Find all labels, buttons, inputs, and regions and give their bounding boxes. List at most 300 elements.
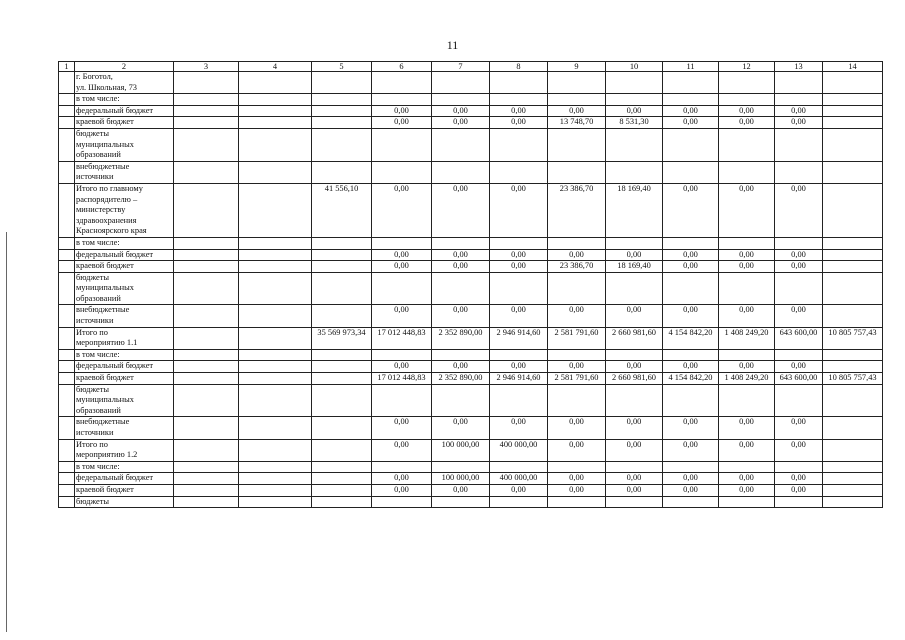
- row-index-cell: [59, 349, 75, 361]
- column-number: 3: [174, 62, 239, 72]
- value-cell: 0,00: [432, 117, 490, 129]
- value-cell: 0,00: [490, 361, 548, 373]
- value-cell: [775, 237, 823, 249]
- table-row: [59, 237, 883, 249]
- value-cell: [312, 237, 372, 249]
- value-cell: [312, 361, 372, 373]
- value-cell: [490, 461, 548, 473]
- value-cell: 100 000,00: [432, 439, 490, 461]
- value-cell: [312, 128, 372, 161]
- value-cell: 0,00: [432, 484, 490, 496]
- value-cell: 0,00: [719, 261, 775, 273]
- value-cell: [548, 496, 606, 508]
- value-cell: 0,00: [606, 417, 663, 439]
- value-cell: 17 012 448,83: [372, 327, 432, 349]
- value-cell: 10 805 757,43: [823, 327, 883, 349]
- value-cell: [663, 272, 719, 305]
- value-cell: [239, 305, 312, 327]
- value-cell: 0,00: [719, 305, 775, 327]
- value-cell: [239, 72, 312, 94]
- value-cell: 0,00: [663, 183, 719, 237]
- value-cell: [372, 94, 432, 106]
- value-cell: [606, 161, 663, 183]
- row-index-cell: [59, 72, 75, 94]
- value-cell: [174, 272, 239, 305]
- value-cell: [372, 72, 432, 94]
- value-cell: [174, 94, 239, 106]
- value-cell: [548, 72, 606, 94]
- value-cell: 0,00: [432, 261, 490, 273]
- value-cell: [606, 94, 663, 106]
- value-cell: [372, 384, 432, 417]
- row-index-cell: [59, 161, 75, 183]
- value-cell: [372, 237, 432, 249]
- value-cell: [312, 117, 372, 129]
- table-row: [59, 117, 883, 129]
- value-cell: [312, 496, 372, 508]
- value-cell: 0,00: [663, 117, 719, 129]
- value-cell: [239, 384, 312, 417]
- value-cell: [174, 349, 239, 361]
- value-cell: [174, 105, 239, 117]
- row-index-cell: [59, 128, 75, 161]
- row-index-cell: [59, 439, 75, 461]
- value-cell: 41 556,10: [312, 183, 372, 237]
- row-index-cell: [59, 94, 75, 106]
- row-index-cell: [59, 237, 75, 249]
- value-cell: [719, 72, 775, 94]
- value-cell: [239, 473, 312, 485]
- value-cell: [719, 161, 775, 183]
- value-cell: 4 154 842,20: [663, 373, 719, 385]
- row-label: краевой бюджет: [75, 373, 174, 385]
- value-cell: 0,00: [606, 305, 663, 327]
- value-cell: [372, 128, 432, 161]
- value-cell: [174, 261, 239, 273]
- value-cell: [239, 327, 312, 349]
- value-cell: [174, 484, 239, 496]
- page-number: 11: [446, 38, 459, 52]
- value-cell: [312, 349, 372, 361]
- row-label: внебюджетные источники: [75, 305, 174, 327]
- value-cell: [372, 461, 432, 473]
- value-cell: 0,00: [490, 105, 548, 117]
- value-cell: [174, 384, 239, 417]
- value-cell: 0,00: [372, 183, 432, 237]
- value-cell: [239, 128, 312, 161]
- value-cell: [432, 94, 490, 106]
- value-cell: [312, 272, 372, 305]
- value-cell: 0,00: [372, 261, 432, 273]
- value-cell: [239, 496, 312, 508]
- value-cell: [548, 94, 606, 106]
- value-cell: [490, 237, 548, 249]
- row-index-cell: [59, 183, 75, 237]
- value-cell: [490, 161, 548, 183]
- value-cell: [312, 105, 372, 117]
- value-cell: 0,00: [606, 361, 663, 373]
- value-cell: [490, 94, 548, 106]
- value-cell: 0,00: [432, 105, 490, 117]
- value-cell: [174, 373, 239, 385]
- value-cell: 0,00: [548, 439, 606, 461]
- value-cell: [823, 261, 883, 273]
- value-cell: 0,00: [775, 183, 823, 237]
- value-cell: [432, 72, 490, 94]
- table-row: [59, 128, 883, 161]
- value-cell: 0,00: [775, 417, 823, 439]
- value-cell: [719, 461, 775, 473]
- value-cell: 17 012 448,83: [372, 373, 432, 385]
- row-index-cell: [59, 249, 75, 261]
- value-cell: [239, 349, 312, 361]
- column-number: 12: [719, 62, 775, 72]
- row-index-cell: [59, 384, 75, 417]
- table-row: [59, 484, 883, 496]
- value-cell: 0,00: [548, 249, 606, 261]
- table-row: [59, 249, 883, 261]
- row-label: краевой бюджет: [75, 117, 174, 129]
- table-row: [59, 361, 883, 373]
- value-cell: [490, 72, 548, 94]
- value-cell: 0,00: [775, 361, 823, 373]
- value-cell: [372, 496, 432, 508]
- table-row: [59, 461, 883, 473]
- value-cell: 0,00: [775, 439, 823, 461]
- value-cell: 0,00: [606, 439, 663, 461]
- value-cell: 2 352 890,00: [432, 327, 490, 349]
- table-row: [59, 161, 883, 183]
- value-cell: 35 569 973,34: [312, 327, 372, 349]
- value-cell: [174, 305, 239, 327]
- row-label: бюджеты муниципальных образований: [75, 384, 174, 417]
- value-cell: [312, 384, 372, 417]
- value-cell: 0,00: [663, 261, 719, 273]
- value-cell: 0,00: [490, 484, 548, 496]
- value-cell: 0,00: [606, 473, 663, 485]
- value-cell: [606, 237, 663, 249]
- row-label: в том числе:: [75, 349, 174, 361]
- value-cell: 8 531,30: [606, 117, 663, 129]
- value-cell: [432, 161, 490, 183]
- value-cell: [823, 461, 883, 473]
- value-cell: [548, 161, 606, 183]
- value-cell: 100 000,00: [432, 473, 490, 485]
- row-index-cell: [59, 272, 75, 305]
- value-cell: [312, 373, 372, 385]
- column-number-row: [59, 62, 883, 72]
- row-label: федеральный бюджет: [75, 105, 174, 117]
- value-cell: 0,00: [548, 105, 606, 117]
- value-cell: [775, 272, 823, 305]
- row-label: в том числе:: [75, 237, 174, 249]
- row-label: федеральный бюджет: [75, 361, 174, 373]
- row-label: краевой бюджет: [75, 261, 174, 273]
- value-cell: [174, 128, 239, 161]
- value-cell: 13 748,70: [548, 117, 606, 129]
- value-cell: 643 600,00: [775, 373, 823, 385]
- value-cell: [432, 384, 490, 417]
- value-cell: [719, 128, 775, 161]
- value-cell: 0,00: [663, 439, 719, 461]
- value-cell: [775, 72, 823, 94]
- value-cell: 0,00: [719, 183, 775, 237]
- scan-edge-line: [6, 232, 7, 632]
- value-cell: [174, 72, 239, 94]
- column-number: 14: [823, 62, 883, 72]
- value-cell: [606, 72, 663, 94]
- value-cell: [239, 272, 312, 305]
- value-cell: [312, 249, 372, 261]
- value-cell: 0,00: [775, 105, 823, 117]
- value-cell: [663, 94, 719, 106]
- value-cell: [239, 161, 312, 183]
- value-cell: [548, 384, 606, 417]
- value-cell: [719, 272, 775, 305]
- value-cell: 0,00: [548, 473, 606, 485]
- value-cell: [312, 439, 372, 461]
- value-cell: 23 386,70: [548, 261, 606, 273]
- value-cell: [312, 72, 372, 94]
- value-cell: 0,00: [663, 417, 719, 439]
- value-cell: [663, 461, 719, 473]
- value-cell: [312, 473, 372, 485]
- row-index-cell: [59, 496, 75, 508]
- table-row: [59, 496, 883, 508]
- value-cell: [823, 161, 883, 183]
- value-cell: 0,00: [719, 473, 775, 485]
- value-cell: [548, 349, 606, 361]
- value-cell: 0,00: [775, 473, 823, 485]
- value-cell: [174, 496, 239, 508]
- value-cell: 0,00: [490, 117, 548, 129]
- column-number: 13: [775, 62, 823, 72]
- value-cell: [719, 94, 775, 106]
- value-cell: 0,00: [719, 484, 775, 496]
- value-cell: [490, 272, 548, 305]
- column-number: 5: [312, 62, 372, 72]
- value-cell: 0,00: [372, 105, 432, 117]
- value-cell: 0,00: [490, 417, 548, 439]
- value-cell: 0,00: [490, 183, 548, 237]
- value-cell: [372, 349, 432, 361]
- value-cell: 2 946 914,60: [490, 373, 548, 385]
- value-cell: 0,00: [719, 439, 775, 461]
- value-cell: [823, 249, 883, 261]
- row-index-cell: [59, 305, 75, 327]
- row-index-cell: [59, 373, 75, 385]
- value-cell: [372, 272, 432, 305]
- table-row: [59, 183, 883, 237]
- value-cell: [174, 183, 239, 237]
- row-index-cell: [59, 261, 75, 273]
- value-cell: 0,00: [606, 105, 663, 117]
- value-cell: 0,00: [775, 249, 823, 261]
- value-cell: [490, 384, 548, 417]
- value-cell: 0,00: [432, 361, 490, 373]
- value-cell: [490, 349, 548, 361]
- value-cell: [239, 105, 312, 117]
- value-cell: [239, 373, 312, 385]
- row-index-cell: [59, 117, 75, 129]
- value-cell: [663, 237, 719, 249]
- row-label: краевой бюджет: [75, 484, 174, 496]
- value-cell: 0,00: [490, 305, 548, 327]
- value-cell: 0,00: [548, 484, 606, 496]
- value-cell: [719, 496, 775, 508]
- column-number: 2: [75, 62, 174, 72]
- value-cell: [239, 261, 312, 273]
- value-cell: [823, 117, 883, 129]
- value-cell: 400 000,00: [490, 439, 548, 461]
- column-number: 10: [606, 62, 663, 72]
- table-row: [59, 94, 883, 106]
- value-cell: [490, 128, 548, 161]
- value-cell: 0,00: [663, 105, 719, 117]
- row-index-cell: [59, 327, 75, 349]
- value-cell: 0,00: [548, 361, 606, 373]
- value-cell: 0,00: [490, 261, 548, 273]
- table-body: [59, 62, 883, 508]
- row-label: внебюджетные источники: [75, 417, 174, 439]
- row-label: внебюджетные источники: [75, 161, 174, 183]
- value-cell: 2 660 981,60: [606, 373, 663, 385]
- value-cell: 0,00: [719, 117, 775, 129]
- row-label: Итого по мероприятию 1.2: [75, 439, 174, 461]
- value-cell: [663, 161, 719, 183]
- value-cell: 10 805 757,43: [823, 373, 883, 385]
- row-label: в том числе:: [75, 94, 174, 106]
- value-cell: [823, 128, 883, 161]
- value-cell: [663, 128, 719, 161]
- value-cell: [663, 496, 719, 508]
- column-number: 7: [432, 62, 490, 72]
- value-cell: [823, 384, 883, 417]
- value-cell: [174, 117, 239, 129]
- row-label: Итого по главному распорядителю – министерству здравоохранения Красноярского края: [75, 183, 174, 237]
- value-cell: [239, 417, 312, 439]
- value-cell: [775, 384, 823, 417]
- value-cell: 0,00: [663, 473, 719, 485]
- value-cell: 0,00: [372, 484, 432, 496]
- column-number: 6: [372, 62, 432, 72]
- row-label: Итого по мероприятию 1.1: [75, 327, 174, 349]
- value-cell: [775, 349, 823, 361]
- value-cell: [606, 272, 663, 305]
- budget-table: [58, 61, 883, 508]
- value-cell: 0,00: [490, 249, 548, 261]
- table-row: [59, 327, 883, 349]
- value-cell: [432, 272, 490, 305]
- value-cell: 0,00: [719, 105, 775, 117]
- value-cell: 0,00: [663, 361, 719, 373]
- value-cell: 0,00: [719, 417, 775, 439]
- value-cell: 0,00: [719, 249, 775, 261]
- row-index-cell: [59, 461, 75, 473]
- value-cell: 0,00: [606, 249, 663, 261]
- value-cell: 4 154 842,20: [663, 327, 719, 349]
- value-cell: 18 169,40: [606, 183, 663, 237]
- value-cell: [663, 349, 719, 361]
- value-cell: [174, 237, 239, 249]
- row-label: бюджеты муниципальных образований: [75, 272, 174, 305]
- value-cell: 0,00: [372, 361, 432, 373]
- table-row: [59, 417, 883, 439]
- value-cell: [823, 183, 883, 237]
- value-cell: [663, 72, 719, 94]
- value-cell: [312, 484, 372, 496]
- row-label: федеральный бюджет: [75, 249, 174, 261]
- value-cell: [548, 461, 606, 473]
- value-cell: [823, 496, 883, 508]
- value-cell: [239, 117, 312, 129]
- value-cell: [239, 361, 312, 373]
- column-number: 11: [663, 62, 719, 72]
- table-row: [59, 373, 883, 385]
- value-cell: [823, 473, 883, 485]
- value-cell: [775, 128, 823, 161]
- value-cell: 0,00: [372, 117, 432, 129]
- value-cell: 400 000,00: [490, 473, 548, 485]
- value-cell: [174, 461, 239, 473]
- value-cell: [823, 105, 883, 117]
- value-cell: 0,00: [372, 249, 432, 261]
- value-cell: 0,00: [372, 417, 432, 439]
- value-cell: [312, 461, 372, 473]
- value-cell: [239, 249, 312, 261]
- row-index-cell: [59, 361, 75, 373]
- value-cell: [432, 496, 490, 508]
- value-cell: [432, 237, 490, 249]
- value-cell: [239, 237, 312, 249]
- value-cell: [432, 128, 490, 161]
- value-cell: 0,00: [372, 473, 432, 485]
- table-row: [59, 105, 883, 117]
- table-row: [59, 72, 883, 94]
- value-cell: [548, 237, 606, 249]
- value-cell: [548, 128, 606, 161]
- table-row: [59, 384, 883, 417]
- table-row: [59, 272, 883, 305]
- value-cell: 2 660 981,60: [606, 327, 663, 349]
- value-cell: [239, 94, 312, 106]
- column-number: 9: [548, 62, 606, 72]
- value-cell: 0,00: [663, 484, 719, 496]
- value-cell: 2 352 890,00: [432, 373, 490, 385]
- value-cell: [432, 349, 490, 361]
- row-index-cell: [59, 473, 75, 485]
- value-cell: [312, 261, 372, 273]
- table-row: [59, 473, 883, 485]
- value-cell: 0,00: [663, 305, 719, 327]
- value-cell: 0,00: [775, 305, 823, 327]
- value-cell: [174, 473, 239, 485]
- value-cell: 23 386,70: [548, 183, 606, 237]
- value-cell: 1 408 249,20: [719, 373, 775, 385]
- value-cell: 0,00: [663, 249, 719, 261]
- column-number: 8: [490, 62, 548, 72]
- value-cell: 2 581 791,60: [548, 373, 606, 385]
- value-cell: [239, 461, 312, 473]
- value-cell: 2 946 914,60: [490, 327, 548, 349]
- value-cell: 643 600,00: [775, 327, 823, 349]
- value-cell: 0,00: [775, 484, 823, 496]
- value-cell: 0,00: [775, 261, 823, 273]
- value-cell: [823, 417, 883, 439]
- value-cell: [775, 94, 823, 106]
- value-cell: 0,00: [548, 417, 606, 439]
- value-cell: [239, 484, 312, 496]
